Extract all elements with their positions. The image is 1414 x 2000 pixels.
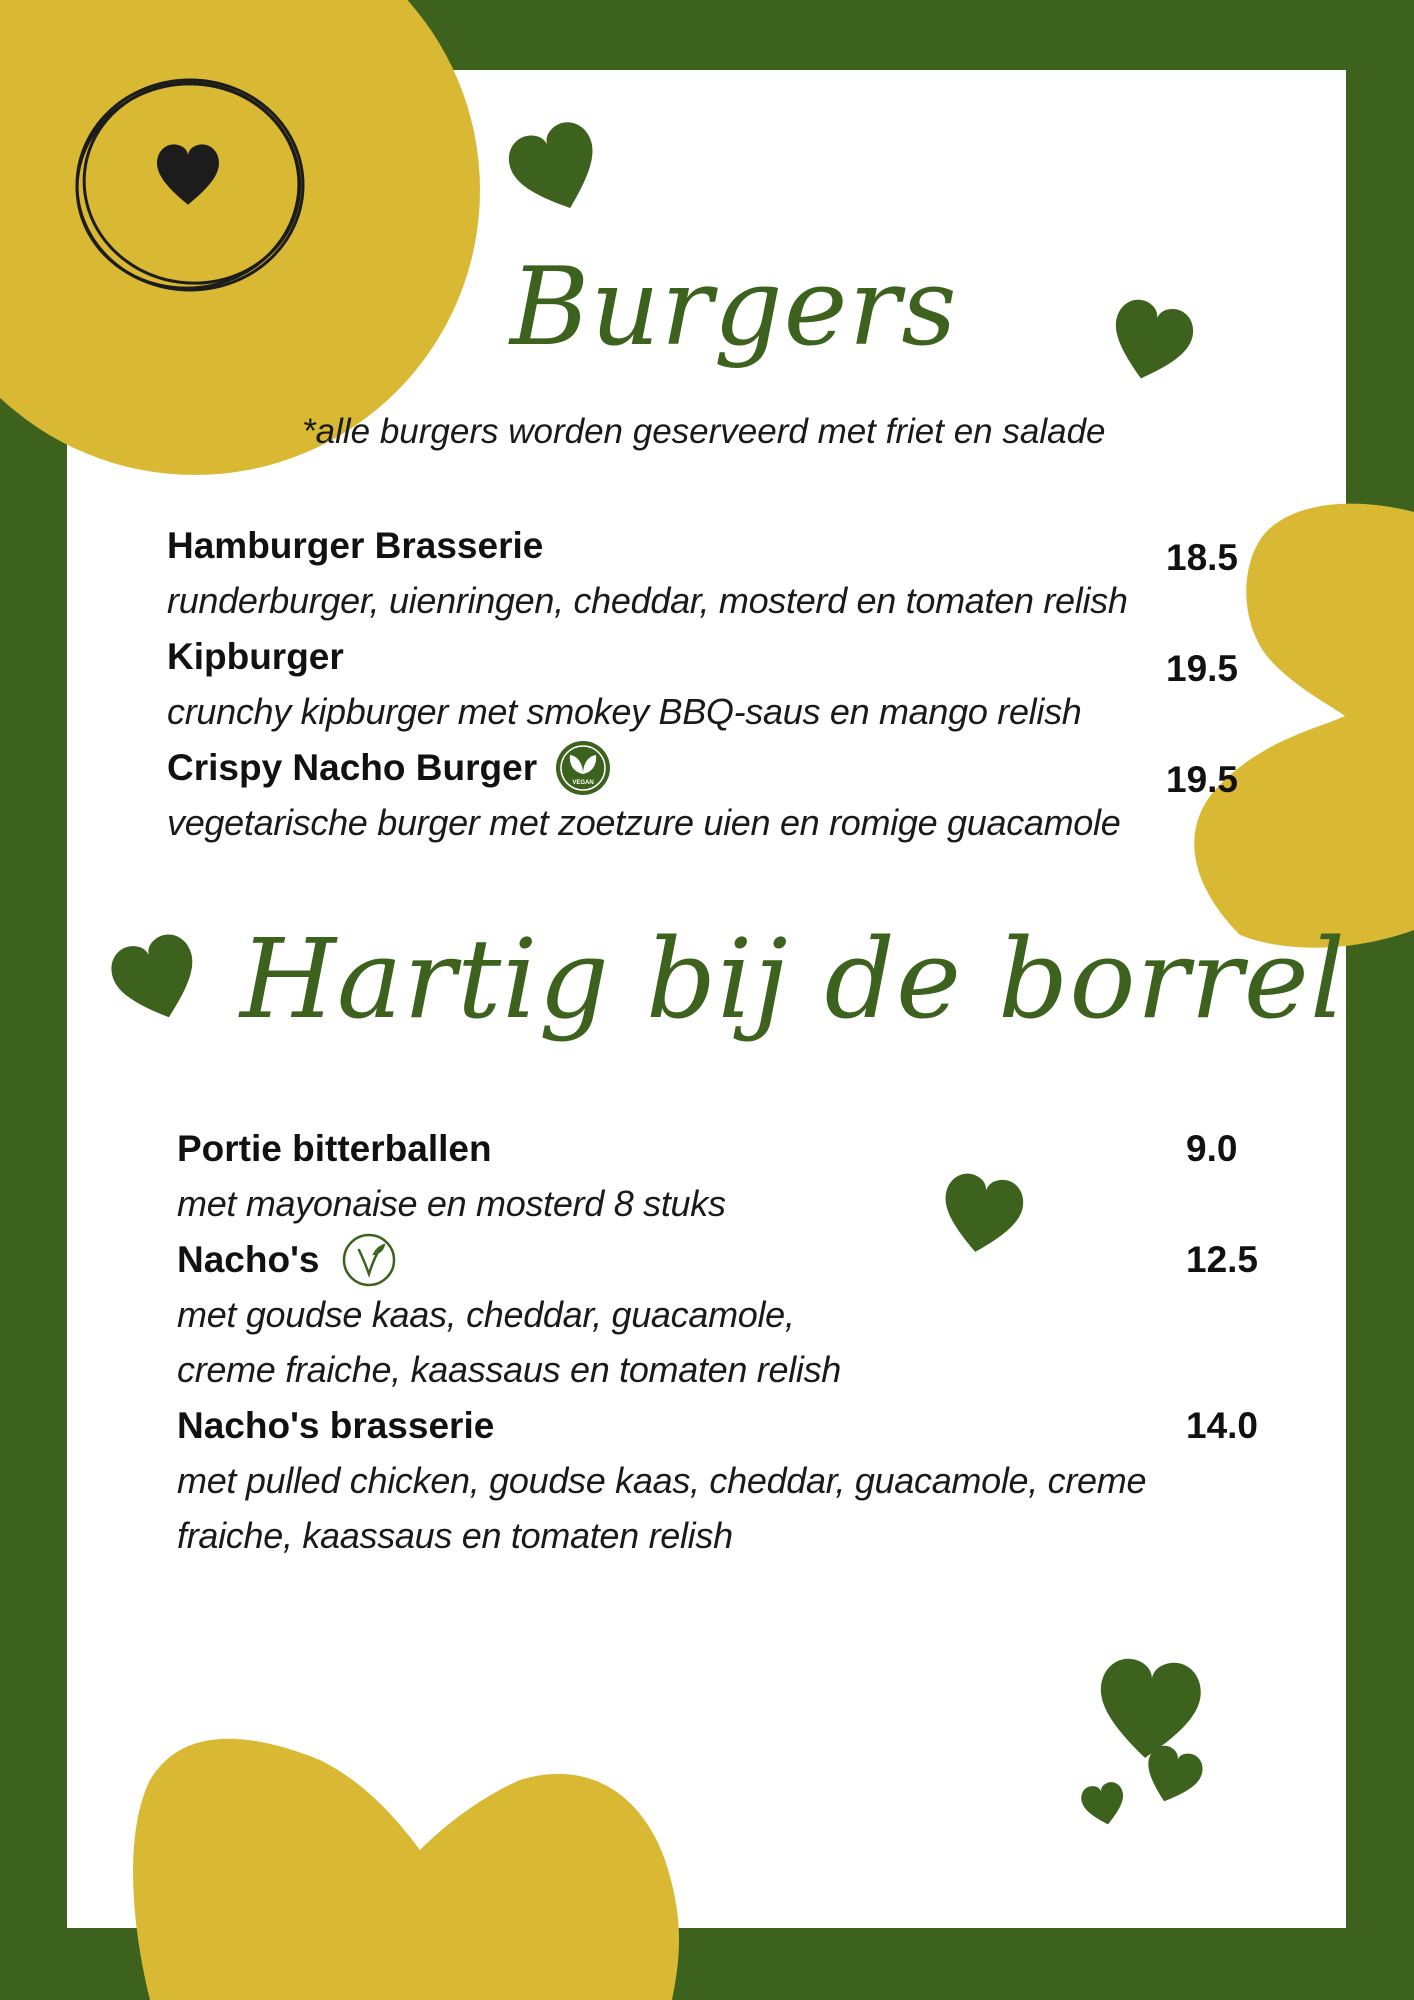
section-title-hartig: Hartig bij de borrel bbox=[240, 915, 1347, 1043]
vegan-badge-label: VEGAN bbox=[572, 779, 594, 786]
menu-item-price: 14.0 bbox=[1186, 1405, 1259, 1446]
menu-item-name: Portie bitterballen bbox=[177, 1128, 492, 1169]
menu-item-price: 12.5 bbox=[1186, 1239, 1259, 1280]
vegan-leaf-icon bbox=[555, 740, 611, 796]
heart-icon bbox=[937, 1170, 1027, 1258]
menu-item-description: met pulled chicken, goudse kaas, cheddar, guacamole, creme bbox=[177, 1460, 1147, 1501]
heart-icon bbox=[105, 929, 208, 1030]
menu-item-name-row bbox=[167, 740, 1120, 795]
menu-item-name: Nacho's bbox=[177, 1239, 320, 1280]
menu-item-name: Hamburger Brasserie bbox=[167, 525, 544, 566]
section-subtitle: *alle burgers worden geserveerd met friet en salade bbox=[302, 412, 1106, 451]
yellow-circle-blob bbox=[0, 0, 480, 475]
menu-item-name: Nacho's brasserie bbox=[177, 1405, 495, 1446]
menu-item-price: 18.5 bbox=[1166, 537, 1239, 578]
menu-item-description: vegetarische burger met zoetzure uien en romige guacamole bbox=[167, 802, 1121, 843]
menu-item-price: 9.0 bbox=[1186, 1128, 1238, 1169]
heart-icon bbox=[1103, 295, 1198, 389]
yellow-heart-shape bbox=[133, 1739, 679, 2000]
menu-item bbox=[167, 740, 1120, 850]
menu-item-name: Kipburger bbox=[167, 636, 344, 677]
menu-item bbox=[177, 1232, 841, 1397]
heart-icon bbox=[1079, 1780, 1129, 1829]
menu-item-description: runderburger, uienringen, cheddar, mosterd en tomaten relish bbox=[167, 580, 1128, 621]
menu-item-price: 19.5 bbox=[1166, 759, 1239, 800]
menu-item bbox=[167, 518, 1128, 628]
menu-item-name-row bbox=[177, 1232, 841, 1287]
menu-item-description: met goudse kaas, cheddar, guacamole, bbox=[177, 1294, 795, 1335]
section-title-burgers: Burgers bbox=[510, 245, 958, 370]
heart-icon bbox=[502, 116, 610, 223]
menu-item-description: crunchy kipburger met smokey BBQ-saus en mango relish bbox=[167, 691, 1082, 732]
menu-item-description: met mayonaise en mosterd 8 stuks bbox=[177, 1183, 726, 1224]
menu-item-name: Crispy Nacho Burger bbox=[167, 747, 538, 788]
menu-item bbox=[177, 1398, 1146, 1563]
vegetarian-v-icon bbox=[341, 1232, 397, 1288]
menu-item-description: fraiche, kaassaus en tomaten relish bbox=[177, 1515, 733, 1556]
menu-item bbox=[177, 1121, 726, 1231]
heart-icon bbox=[1095, 1657, 1203, 1763]
menu-item-price: 19.5 bbox=[1166, 648, 1239, 689]
menu-item bbox=[167, 629, 1082, 739]
menu-item-description: creme fraiche, kaassaus en tomaten relish bbox=[177, 1349, 842, 1390]
